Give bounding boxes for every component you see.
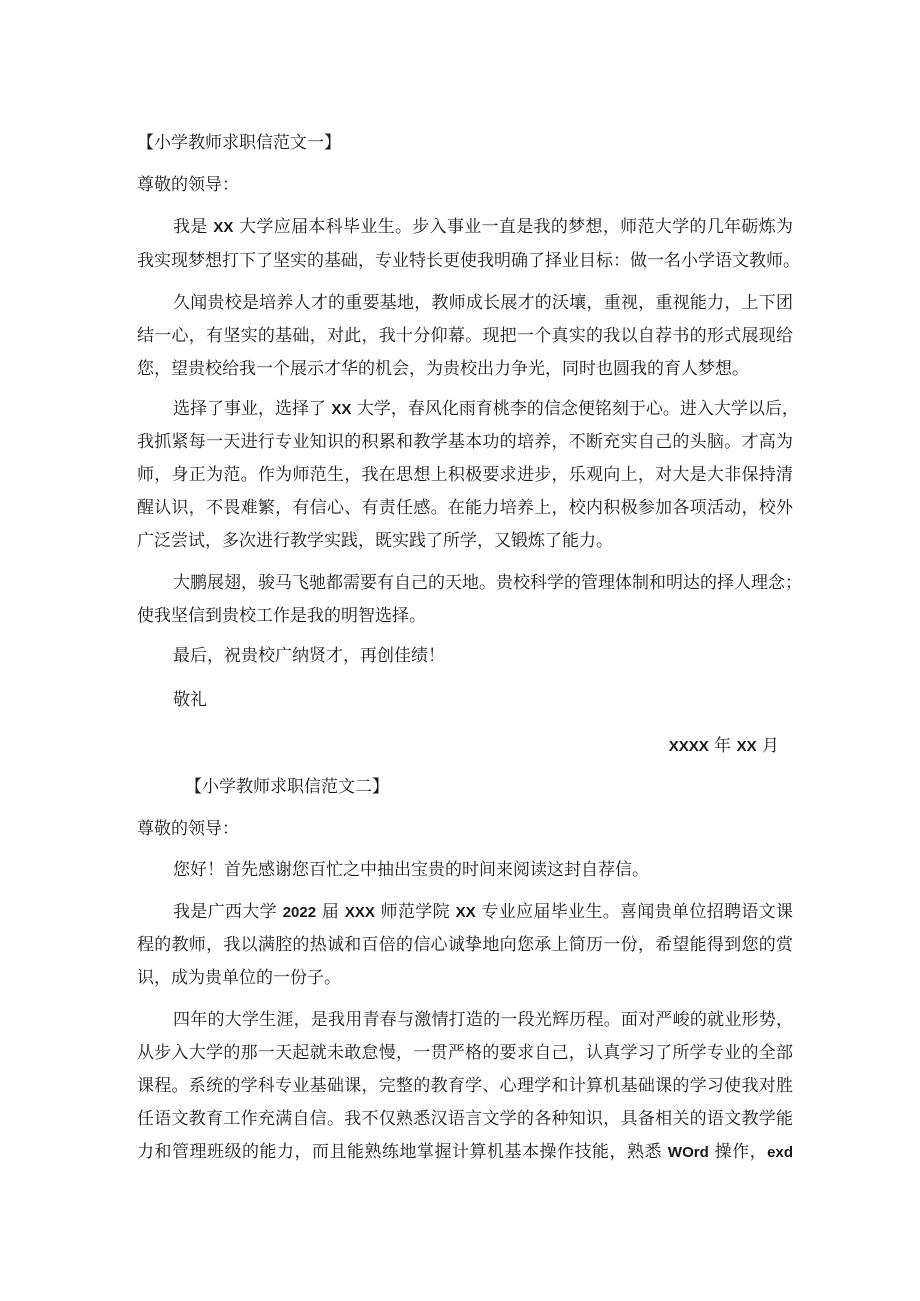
letter2-p3-line5: 力和管理班级的能力，而且能熟练地掌握计算机基本操作技能，熟悉 WOrd 操作，exd [137,1142,793,1162]
letter2-p1: 您好！首先感谢您百忙之中抽出宝贵的时间来阅读这封自荐信。 [173,860,649,880]
letter1-p3-line4: 醒认识，不畏难繁，有信心、有责任感。在能力培养上，校内积极参加各项活动，校外 [137,498,793,518]
letter1-salutation: 尊敬的领导： [137,175,239,195]
letter1-closing: 最后，祝贵校广纳贤才，再创佳绩！ [173,646,445,666]
letter1-p3-line1: 选择了事业，选择了 XX 大学，春风化雨育桃李的信念便铭刻于心。进入大学以后， [173,399,799,419]
letter1-p2-line2: 结一心，有坚实的基础，对此，我十分仰幕。现把一个真实的我以自荐书的形式展现给 [137,326,793,346]
letter1-p2-line3: 您，望贵校给我一个展示才华的机会，为贵校出力争光，同时也圆我的育人梦想。 [137,359,749,379]
letter2-p2-line3: 识，成为贵单位的一份子。 [137,968,341,988]
letter2-p3-line2: 从步入大学的那一天起就未敢怠慢，一贯严格的要求自己，认真学习了所学专业的全部 [137,1043,793,1063]
letter2-p2-line1: 我是广西大学 2022 届 XXX 师范学院 XX 专业应届毕业生。喜闻贵单位招聘语文课 [173,902,793,922]
letter1-p4-line1: 大鹏展翅，骏马飞驰都需要有自己的天地。贵校科学的管理体制和明达的择人理念； [173,573,802,593]
letter2-p2-line2: 程的教师，我以满腔的热诚和百倍的信心诚挚地向您承上简历一份，希望能得到您的赏 [137,935,793,955]
letter2-salutation: 尊敬的领导： [137,819,239,839]
letter2-title: 【小学教师求职信范文二】 [185,777,389,797]
letter1-p3-line3: 师，身正为范。作为师范生，我在思想上积极要求进步，乐观向上，对大是大非保持清 [137,465,793,485]
letter1-p1-line1: 我是 XX 大学应届本科毕业生。步入事业一直是我的梦想，师范大学的几年砺炼为 [173,217,794,237]
letter2-p3-line3: 课程。系统的学科专业基础课，完整的教育学、心理学和计算机基础课的学习使我对胜 [137,1076,793,1096]
letter1-p3-line5: 广泛尝试，多次进行教学实践，既实践了所学，又锻炼了能力。 [137,531,613,551]
letter2-p3-line4: 任语文教育工作充满自信。我不仅熟悉汉语言文学的各种知识，具备相关的语文教学能 [137,1109,793,1129]
letter1-title: 【小学教师求职信范文一】 [137,133,341,153]
letter1-p3-line2: 我抓紧每一天进行专业知识的积累和教学基本功的培养，不断充实自己的头脑。才高为 [137,432,793,452]
letter1-p4-line2: 使我坚信到贵校工作是我的明智选择。 [137,606,426,626]
letter1-regards: 敬礼 [173,690,207,710]
letter1-date: XXXX 年 XX 月 [668,736,779,756]
letter1-p2-line1: 久闻贵校是培养人才的重要基地，教师成长展才的沃壤，重视，重视能力，上下团 [173,293,793,313]
letter2-p3-line1: 四年的大学生涯，是我用青春与激情打造的一段光辉历程。面对严峻的就业形势， [173,1010,793,1030]
letter1-p1-line2: 我实现梦想打下了坚实的基础，专业特长更使我明确了择业目标：做一名小学语文教师。 [137,251,800,271]
